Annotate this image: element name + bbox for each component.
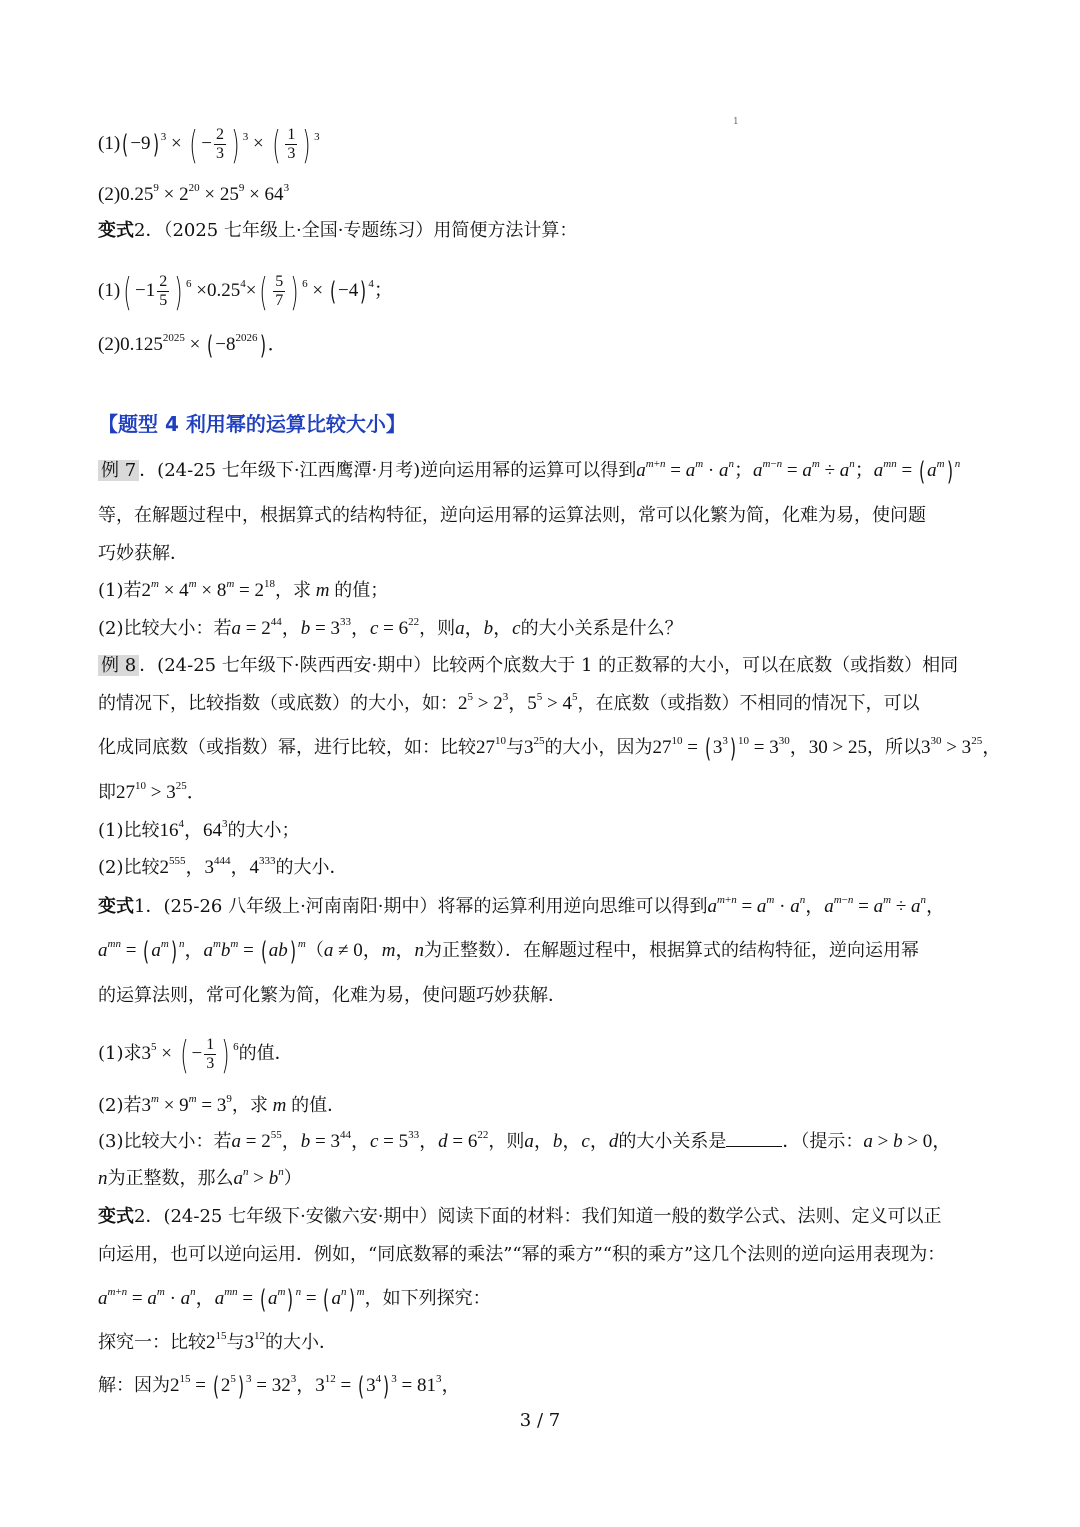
section-title: 【题型 4 利用幂的运算比较大小】 <box>98 412 406 436</box>
variant-2b-line-1: 变式2．(24-25 七年级下·安徽六安·期中）阅读下面的材料：我们知道一般的数学公式、法则、定义可以正 <box>98 1206 942 1227</box>
example-8-question-2: (2)比较$2^{555}$，$3^{444}$，$4^{333}$的大小． <box>98 854 348 878</box>
example-8-line-4: 即$27^{10} > 3^{25}$． <box>98 779 206 803</box>
example-8-line-2: 的情况下，比较指数（或底数）的大小，如：$2^5 > 2^3$，$5^5 > 4^5$，在底数（或指数）不相同的情况下，可以 <box>98 690 920 714</box>
explore-1: 探究一：比较$2^{15}$与$3^{12}$的大小． <box>98 1329 337 1353</box>
prev-item-1: (1)( −9) $^3$ × ( − $\frac{2}{3}$ ) $^3$ × ( $\frac{1}{3}$ ) $^3$ <box>98 122 320 167</box>
variant-1-question-2: (2)若$3^m \times 9^m = 3^9$，求 m 的值． <box>98 1092 346 1116</box>
example-7-line-3: 巧妙获解． <box>98 543 188 564</box>
variant-2-item-1: (1)( −1 $\frac{2}{5}$ ) $^6 \times 0.25^4\times$( $\frac{5}{7}$ ) $^6$ × ( −4) $^4$； <box>98 269 393 314</box>
corner-mark: 1 <box>733 117 739 127</box>
variant-1-line-3: 的运算法则，常可化繁为简，化难为易，使问题巧妙获解． <box>98 985 566 1006</box>
variant-1-question-3: (3)比较大小：若$a = 2^{55}$，$b = 3^{44}$，$c = 5^{33}$，$d = 6^{22}$，则a，b，c，d的大小关系是 ．（提示：a > b > 0， <box>98 1128 952 1152</box>
example-8-line-3: 化成同底数（或指数）幂，进行比较，如：比较$27^{10}$与$3^{25}$的大小，因为$27^{10}$ = ( $3^3$) $^{10} = 3^{30}$，30 > 25，所以$3^{30} > 3^{25}$， <box>98 733 1002 764</box>
example-7-line-2: 等，在解题过程中，根据算式的结构特征，逆向运用幂的运算法则，常可以化繁为简，化难为易，使问题 <box>98 505 926 526</box>
answer-blank[interactable] <box>726 1130 782 1147</box>
variant-1-question-1: (1)求$3^5$ × ( − $\frac{1}{3}$ ) $^6$的值． <box>98 1032 293 1077</box>
example-7-question-1: (1)若$2^m \times 4^m \times 8^m = 2^{18}$，求 m 的值； <box>98 577 389 601</box>
example-8-question-1: (1)比较$16^4$，$64^3$的大小； <box>98 817 300 841</box>
variant-1-question-3-line-2: n为正整数，那么$a^n > b^n$） <box>98 1165 302 1189</box>
solution-line: 解：因为$2^{15}$ = ( $2^5$) $^3 = 32^3$，$3^{12}$ = ( $3^4$) $^3 = 81^3$， <box>98 1371 461 1402</box>
variant-2-item-2: $(2)0.125^{2025}$ × ( $-8^{2026}$) ． <box>98 330 287 361</box>
example-7-question-2: (2)比较大小：若$a = 2^{44}$，$b = 3^{33}$，$c = 6^{22}$，则a，b，c的大小关系是什么？ <box>98 615 683 639</box>
variant-1-line-1: 变式1．(25-26 八年级上·河南南阳·期中）将幂的运算利用逆向思维可以得到$a^{m+n} = a^m \cdot a^n$，$a^{m-n} = a^m \div a^n$， <box>98 893 946 917</box>
example-7-line-1: 例 7 ．(24-25 七年级下·江西鹰潭·月考)逆向运用幂的运算可以得到$a^{m+n} = a^m \cdot a^n$；$a^{m-n} = a^m \div a^n$；$a^{mn}$ = ( $a^m$) $^n$ <box>98 458 990 484</box>
variant-2b-line-2: 向运用，也可以逆向运用．例如，“同底数幂的乘法”“幂的乘方”“积的乘方”这几个法则的逆向运用表现为： <box>98 1244 946 1265</box>
page-number: 3 / 7 <box>519 1410 561 1431</box>
variant-2b-line-3: $a^{m+n} = a^m \cdot a^n$，$a^{mn}$ = ( $a^m$) $^n$ = ( $a^n$) $^m$，如下列探究： <box>98 1284 491 1315</box>
prev-item-2: $(2)0.25^9 \times 2^{20} \times 25^9 \times 64^3$ <box>98 181 290 205</box>
variant-1-line-2: $a^{mn}$ = ( $a^m$) $^n$，$a^mb^m$ = ( ab) $^m$（a ≠ 0，m，n为正整数）．在解题过程中，根据算式的结构特征，逆向运用幂 <box>98 936 920 967</box>
variant-2-heading: 变式2．（2025 七年级上·全国·专题练习）用简便方法计算： <box>98 220 578 241</box>
example-8-line-1: 例 8 ．(24-25 七年级下·陕西西安·期中）比较两个底数大于 1 的正数幂的大小，可以在底数（或指数）相同 <box>98 653 990 679</box>
